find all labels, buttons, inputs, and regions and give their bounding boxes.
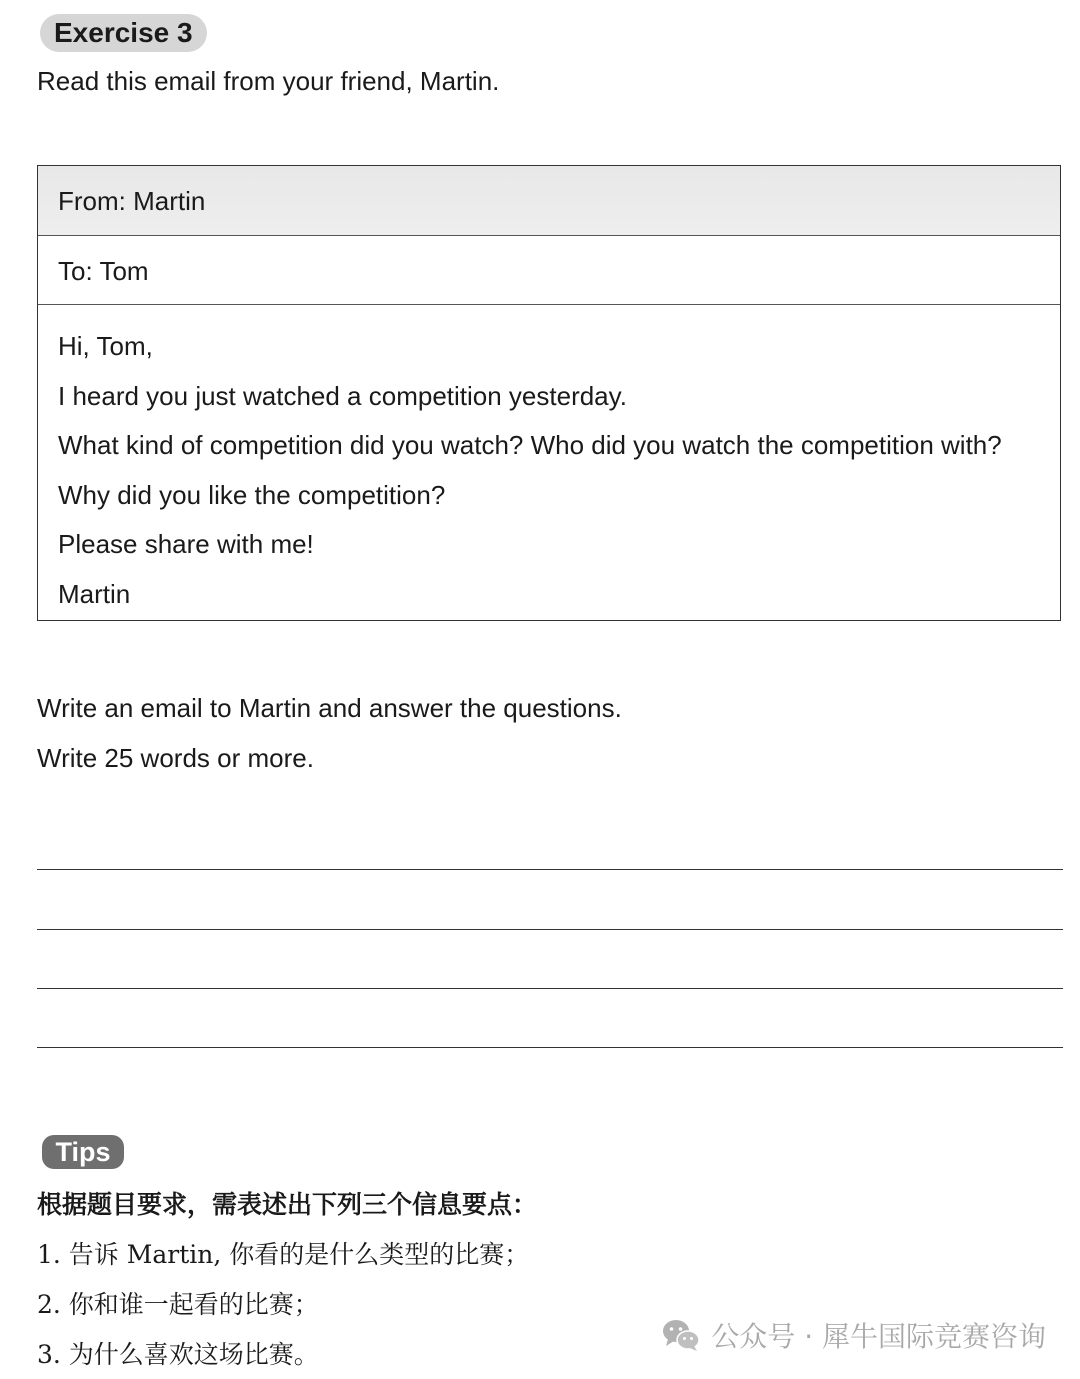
email-body-line: Why did you like the competition? <box>58 479 446 510</box>
email-from-row <box>38 166 1060 236</box>
email-body-line: Please share with me! <box>58 529 314 560</box>
email-to: To: Tom <box>58 256 149 286</box>
writing-line[interactable] <box>37 869 1063 870</box>
watermark-text: 公众号 · 犀牛国际竞赛咨询 <box>711 1320 1046 1353</box>
tip-item: 3. 为什么喜欢这场比赛。 <box>37 1340 319 1369</box>
email-body-line: What kind of competition did you watch? Who did you watch the competition with? <box>58 430 1002 461</box>
writing-line[interactable] <box>37 988 1063 989</box>
email-body-line: Hi, Tom, <box>58 331 153 361</box>
tips-heading: 根据题目要求，需表述出下列三个信息要点： <box>37 1190 538 1219</box>
email-from: From: Martin <box>58 186 206 216</box>
email-box <box>37 165 1061 621</box>
exercise-intro: Read this email from your friend, Martin. <box>37 66 500 96</box>
writing-line[interactable] <box>37 929 1063 930</box>
instruction-word-count: Write 25 words or more. <box>37 743 314 773</box>
tip-item: 1. 告诉 Martin, 你看的是什么类型的比赛； <box>37 1240 530 1269</box>
tip-item: 2. 你和谁一起看的比赛； <box>37 1290 319 1319</box>
instruction-task: Write an email to Martin and answer the questions. <box>37 693 622 723</box>
writing-line[interactable] <box>37 1047 1063 1048</box>
wechat-icon <box>661 1317 701 1353</box>
email-to-row <box>38 236 1060 305</box>
tips-badge: Tips <box>42 1135 124 1169</box>
email-signature: Martin <box>58 578 131 609</box>
email-body-line: I heard you just watched a competition yesterday. <box>58 380 627 411</box>
watermark <box>661 1315 1046 1355</box>
exercise-badge: Exercise 3 <box>40 14 207 52</box>
email-body <box>58 322 1050 620</box>
